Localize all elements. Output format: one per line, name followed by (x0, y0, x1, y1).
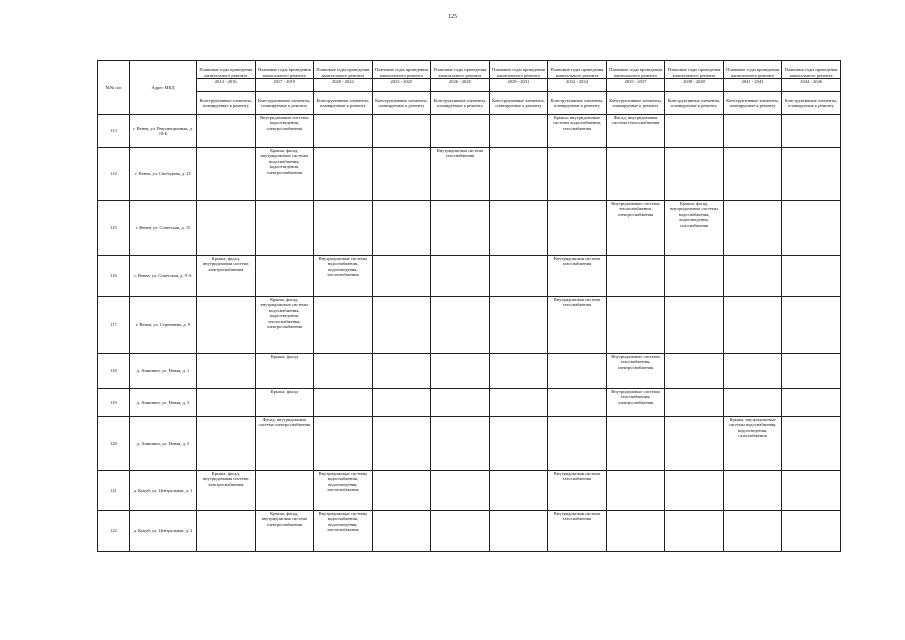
row-period-cell (431, 256, 490, 297)
row-period-cell: Внутридомовые системы водоснабжения, водоотведения, теплоснабжения (314, 256, 373, 297)
header-num: №№ п/п (98, 61, 130, 115)
row-number: 116 (98, 256, 130, 297)
row-period-cell (665, 417, 724, 471)
row-period-cell (548, 417, 607, 471)
header-period-2 (314, 61, 373, 92)
period-caption: Плановые годы проведения капитального ремонта (433, 67, 487, 78)
row-period-cell (665, 354, 724, 389)
row-period-cell: Внутридомовая система газоснабжения (548, 471, 607, 511)
row-period-cell (197, 389, 256, 417)
row-period-cell (489, 201, 548, 256)
row-number: 122 (98, 511, 130, 552)
period-caption: Плановые годы проведения капитального ремонта (257, 67, 311, 78)
header-elements-5: Конструктивные элементы, планируемые к ремонту (489, 92, 548, 115)
row-period-cell (255, 471, 314, 511)
header-row-elements (98, 92, 841, 115)
row-period-cell (372, 417, 431, 471)
row-number: 115 (98, 201, 130, 256)
row-period-cell (782, 201, 841, 256)
row-period-cell (548, 354, 607, 389)
row-address: г. Венев, ул. Советская, д. 9-А (130, 256, 197, 297)
row-period-cell (489, 297, 548, 354)
row-period-cell (255, 201, 314, 256)
row-period-cell (665, 115, 724, 148)
row-period-cell: Крыша, фасад, внутридомовые системы водоснабжения, водоотведения, газоснабжения (665, 201, 724, 256)
row-period-cell: Внутридомовые системы водоснабжения, водоотведения, теплоснабжения (314, 511, 373, 552)
row-period-cell: Внутридомовые системы газоснабжения, электроснабжения (606, 354, 665, 389)
period-range: 2017 - 2019 (255, 78, 314, 84)
row-period-cell (372, 354, 431, 389)
row-period-cell (723, 115, 782, 148)
row-period-cell (665, 389, 724, 417)
row-period-cell (431, 471, 490, 511)
header-elements-7: Конструктивные элементы, планируемые к ремонту (606, 92, 665, 115)
row-period-cell (782, 471, 841, 511)
row-period-cell: Крыша, внутридомовые системы водоснабжения, газоснабжения (548, 115, 607, 148)
header-period-4 (431, 61, 490, 92)
period-caption: Плановые годы проведения капитального ремонта (492, 67, 545, 78)
period-caption: Плановые годы проведения капитального ремонта (667, 67, 721, 78)
row-period-cell: Внутридомовые системы водоотведения, электроснабжения (255, 115, 314, 148)
row-address: д. Анишино, ул. Новая, д. 3 (130, 389, 197, 417)
header-elements-1: Конструктивные элементы, планируемые к ремонту (255, 92, 314, 115)
row-period-cell (489, 471, 548, 511)
row-period-cell: Внутридомовые системы водоснабжения, водоотведения, теплоснабжения (314, 471, 373, 511)
row-period-cell (606, 417, 665, 471)
period-range: 2023 - 2025 (372, 78, 431, 84)
row-period-cell (665, 256, 724, 297)
period-caption: Плановые годы проведения капитального ремонта (784, 67, 838, 78)
header-period-5 (489, 61, 548, 92)
period-range: 2041 - 2043 (723, 78, 782, 84)
row-address: д. Кукуй, ул. Центральная, д. 1 (130, 471, 197, 511)
header-period-8 (665, 61, 724, 92)
row-period-cell (255, 256, 314, 297)
period-caption: Плановые годы проведения капитального ремонта (550, 67, 604, 78)
row-period-cell: Фасад, внутридомовая система электроснабжения (255, 417, 314, 471)
row-period-cell (782, 148, 841, 201)
header-period-6 (548, 61, 607, 92)
row-number: 113 (98, 115, 130, 148)
header-elements-8: Конструктивные элементы, планируемые к ремонту (665, 92, 724, 115)
row-period-cell (723, 471, 782, 511)
row-period-cell: Крыша, фасад (255, 354, 314, 389)
row-period-cell (431, 354, 490, 389)
row-period-cell (782, 417, 841, 471)
header-row-periods (98, 61, 841, 92)
table-body (98, 61, 841, 552)
row-period-cell: Фасад, внутридомовая система теплоснабжения (606, 115, 665, 148)
row-period-cell (606, 297, 665, 354)
row-period-cell (782, 115, 841, 148)
row-period-cell (431, 201, 490, 256)
row-period-cell: Крыша, фасад, внутридомовые системы водоснабжения, водоотведения, теплоснабжения, электроснабжения (255, 297, 314, 354)
header-elements-6: Конструктивные элементы, планируемые к ремонту (548, 92, 607, 115)
row-period-cell: Внутридомовая система газоснабжения (548, 297, 607, 354)
row-period-cell (314, 201, 373, 256)
row-number: 119 (98, 389, 130, 417)
row-period-cell (665, 511, 724, 552)
row-period-cell (723, 354, 782, 389)
period-caption: Плановые годы проведения капитального ремонта (374, 67, 428, 78)
row-period-cell (197, 148, 256, 201)
period-range: 2026 - 2028 (431, 78, 490, 84)
row-period-cell (372, 389, 431, 417)
row-period-cell (489, 354, 548, 389)
period-range: 2038 - 2040 (665, 78, 724, 84)
row-period-cell: Крыша, фасад (255, 389, 314, 417)
row-address: д. Анишино, ул. Новая, д. 1 (130, 354, 197, 389)
period-range: 2014 - 2016 (197, 78, 256, 84)
row-period-cell (782, 389, 841, 417)
period-caption: Плановые годы проведения капитального ремонта (726, 67, 779, 78)
row-period-cell (372, 297, 431, 354)
header-elements-0: Конструктивные элементы, планируемые к ремонту (197, 92, 256, 115)
row-period-cell (782, 354, 841, 389)
table-row (98, 511, 841, 552)
row-period-cell (606, 148, 665, 201)
row-period-cell (489, 256, 548, 297)
header-period-1 (255, 61, 314, 92)
row-period-cell: Крыша, фасад, внутридомовая система электроснабжения (197, 256, 256, 297)
row-address: г. Венев, ул. Стрешнева, д. 9 (130, 297, 197, 354)
period-range: 2044 - 2046 (782, 78, 841, 84)
row-period-cell (372, 471, 431, 511)
row-number: 118 (98, 354, 130, 389)
table-row (98, 256, 841, 297)
row-period-cell (489, 115, 548, 148)
row-period-cell (782, 256, 841, 297)
row-period-cell: Внутридомовые системы газоснабжения, электроснабжения (606, 389, 665, 417)
table-row (98, 354, 841, 389)
row-period-cell (548, 389, 607, 417)
row-number: 120 (98, 417, 130, 471)
row-period-cell (314, 389, 373, 417)
header-elements-4: Конструктивные элементы, планируемые к ремонту (431, 92, 490, 115)
header-period-0 (197, 61, 256, 92)
row-period-cell (665, 471, 724, 511)
header-elements-3: Конструктивные элементы, планируемые к ремонту (372, 92, 431, 115)
row-period-cell: Внутридомовые системы теплоснабжения, электроснабжения (606, 201, 665, 256)
row-period-cell (489, 511, 548, 552)
row-period-cell (372, 511, 431, 552)
row-number: 114 (98, 148, 130, 201)
header-period-9 (723, 61, 782, 92)
period-range: 2029 - 2031 (489, 78, 548, 84)
row-period-cell (548, 201, 607, 256)
row-period-cell (197, 354, 256, 389)
row-address: г. Венев, ул. Революционная, д. 10-Б (130, 115, 197, 148)
row-period-cell (372, 256, 431, 297)
row-number: 121 (98, 471, 130, 511)
repair-plan-table (97, 60, 841, 552)
row-period-cell: Крыша, фасад, внутридомовая система электроснабжения (255, 511, 314, 552)
row-period-cell (723, 297, 782, 354)
table-row (98, 201, 841, 256)
row-period-cell (606, 256, 665, 297)
table-row (98, 471, 841, 511)
row-period-cell (723, 389, 782, 417)
row-period-cell: Внутридомовая система газоснабжения (548, 256, 607, 297)
row-period-cell (606, 511, 665, 552)
row-period-cell (314, 148, 373, 201)
row-period-cell (431, 417, 490, 471)
header-elements-10: Конструктивные элементы, планируемые к ремонту (782, 92, 841, 115)
row-address: г. Венев, ул. Свободная, д. 25 (130, 148, 197, 201)
row-period-cell (489, 389, 548, 417)
row-period-cell (431, 389, 490, 417)
period-range: 2035 - 2037 (606, 78, 665, 84)
header-period-10 (782, 61, 841, 92)
table-row (98, 389, 841, 417)
row-period-cell (548, 148, 607, 201)
row-period-cell (723, 201, 782, 256)
row-period-cell (723, 148, 782, 201)
table-row (98, 297, 841, 354)
row-period-cell (372, 148, 431, 201)
row-period-cell (197, 115, 256, 148)
row-period-cell: Внутридомовая система газоснабжения (431, 148, 490, 201)
row-period-cell (606, 471, 665, 511)
row-period-cell: Крыша, фасад, внутридомовые системы водоснабжения, водоотведения, электроснабжения (255, 148, 314, 201)
row-period-cell (431, 297, 490, 354)
row-period-cell (197, 201, 256, 256)
table-row (98, 417, 841, 471)
row-period-cell (197, 297, 256, 354)
row-period-cell (723, 256, 782, 297)
row-period-cell: Крыша, внутридомовые системы водоснабжения, водоотведения, газоснабжения (723, 417, 782, 471)
row-period-cell (431, 511, 490, 552)
row-period-cell (489, 148, 548, 201)
row-period-cell (665, 148, 724, 201)
row-period-cell: Внутридомовая система газоснабжения (548, 511, 607, 552)
header-address: Адрес МКД (130, 61, 197, 115)
header-period-7 (606, 61, 665, 92)
row-period-cell (372, 201, 431, 256)
row-period-cell (314, 297, 373, 354)
row-period-cell (314, 354, 373, 389)
header-elements-9: Конструктивные элементы, планируемые к ремонту (723, 92, 782, 115)
table-row (98, 148, 841, 201)
period-range: 2032 - 2034 (548, 78, 607, 84)
row-address: д. Анишино, ул. Новая, д. 5 (130, 417, 197, 471)
row-address: д. Кукуй, ул. Центральная, д. 2 (130, 511, 197, 552)
period-caption: Плановые годы проведения капитального ремонта (199, 67, 253, 78)
period-caption: Плановые годы проведения капитального ремонта (316, 67, 370, 78)
row-period-cell (723, 511, 782, 552)
row-address: г. Венев, ул. Советская, д. 15 (130, 201, 197, 256)
row-period-cell: Крыша, фасад, внутридомовая система электроснабжения (197, 471, 256, 511)
period-caption: Плановые годы проведения капитального ремонта (609, 67, 662, 78)
page-number: 125 (448, 14, 457, 20)
table-row (98, 115, 841, 148)
row-period-cell (197, 511, 256, 552)
row-period-cell (431, 115, 490, 148)
row-period-cell (314, 115, 373, 148)
row-number: 117 (98, 297, 130, 354)
row-period-cell (372, 115, 431, 148)
row-period-cell (782, 297, 841, 354)
row-period-cell (489, 417, 548, 471)
row-period-cell (197, 417, 256, 471)
period-range: 2020 - 2022 (314, 78, 373, 84)
row-period-cell (782, 511, 841, 552)
header-elements-2: Конструктивные элементы, планируемые к ремонту (314, 92, 373, 115)
row-period-cell (665, 297, 724, 354)
header-period-3 (372, 61, 431, 92)
row-period-cell (314, 417, 373, 471)
